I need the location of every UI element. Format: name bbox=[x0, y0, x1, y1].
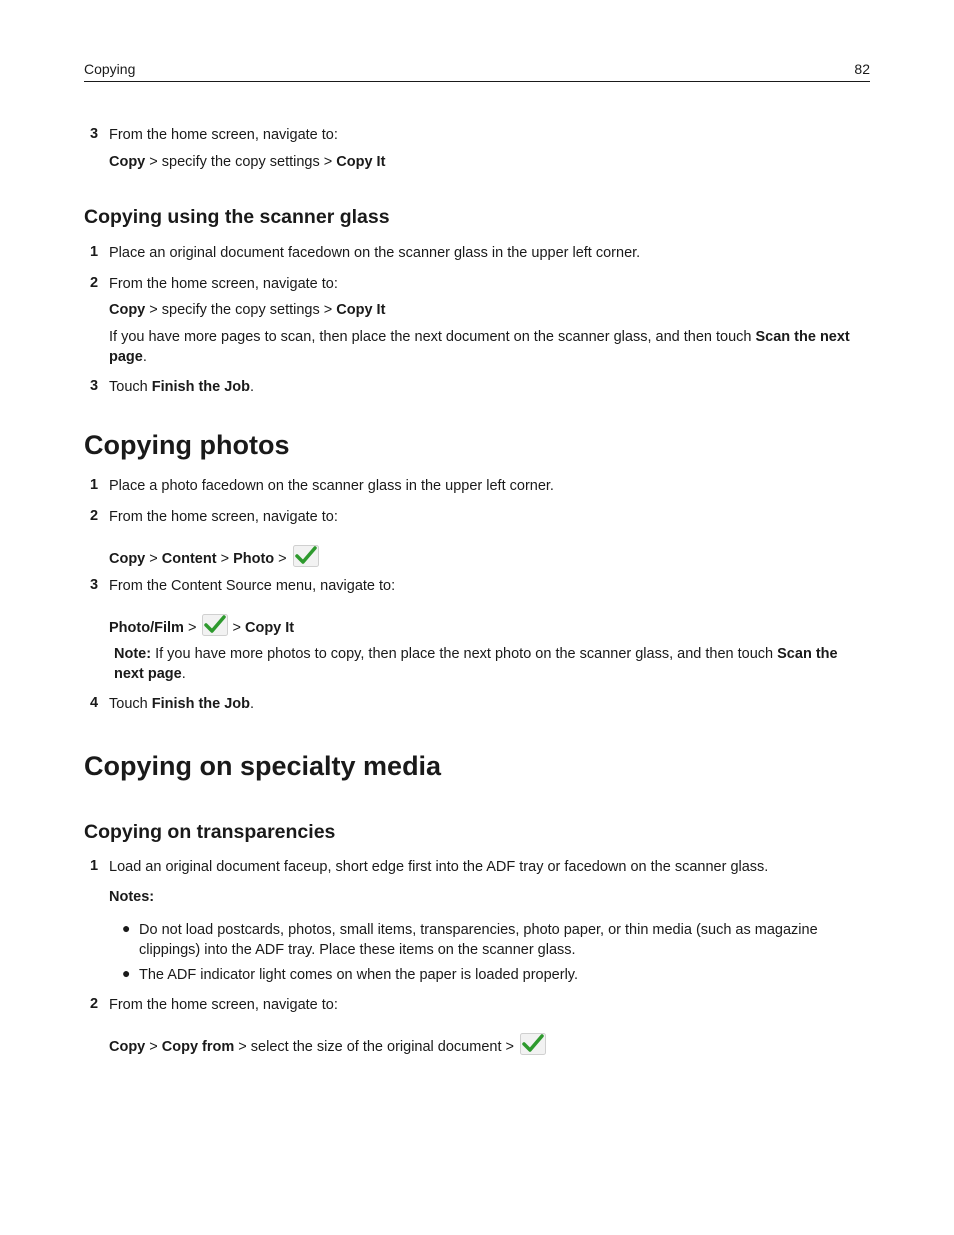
step-number: 1 bbox=[90, 244, 99, 260]
step-text-part: Touch bbox=[109, 379, 152, 395]
note-label: Note: bbox=[114, 646, 152, 662]
step-number: 2 bbox=[90, 996, 99, 1012]
path-item: Copy It bbox=[244, 620, 295, 636]
path-item: Photo bbox=[233, 551, 275, 567]
step-text-emphasis: Finish the Job bbox=[151, 696, 251, 712]
step-number: 3 bbox=[90, 378, 99, 394]
step-number: 3 bbox=[90, 126, 99, 142]
path-separator: > bbox=[183, 620, 201, 636]
running-header bbox=[84, 61, 870, 82]
note bbox=[114, 645, 870, 684]
step-number: 4 bbox=[90, 695, 99, 711]
step-text: From the home screen, navigate to: bbox=[109, 127, 338, 143]
path-item: Copy bbox=[109, 1039, 146, 1055]
paragraph-text: . bbox=[142, 348, 147, 365]
notes-label-text: Notes: bbox=[109, 889, 155, 905]
step-text: From the home screen, navigate to: bbox=[109, 997, 338, 1013]
step-number: 2 bbox=[90, 508, 99, 524]
notes-label bbox=[109, 888, 154, 908]
section-heading: Copying using the scanner glass bbox=[84, 206, 390, 228]
step-text: Place a photo facedown on the scanner glass in the upper left corner. bbox=[109, 478, 554, 494]
step-text: Place an original document facedown on the scanner glass in the upper left corner. bbox=[109, 245, 641, 261]
paragraph-text: If you have more pages to scan, then place the next document on the scanner glass, and then touch bbox=[109, 329, 756, 345]
step-text-part: . bbox=[250, 696, 255, 712]
path-item: Copy It bbox=[336, 302, 386, 318]
note-text: If you have more photos to copy, then place the next photo on the scanner glass, and then touch bbox=[151, 646, 778, 662]
path-separator: > specify the copy settings > bbox=[145, 302, 337, 318]
bullet-icon: ● bbox=[122, 920, 131, 936]
checkmark-icon bbox=[520, 1033, 546, 1055]
step-number: 1 bbox=[90, 858, 99, 874]
path-item: Copy bbox=[109, 154, 146, 170]
step-text: Load an original document faceup, short edge first into the ADF tray or facedown on the scanner glass. bbox=[109, 859, 769, 875]
path-separator: > bbox=[228, 620, 245, 636]
step-number: 3 bbox=[90, 577, 99, 593]
navigation-path bbox=[109, 301, 385, 321]
header-section-title: Copying bbox=[84, 61, 136, 77]
section-title: Copying photos bbox=[84, 430, 290, 460]
header-page-number: 82 bbox=[854, 61, 870, 77]
path-item: Copy bbox=[109, 551, 146, 567]
step-text-part: . bbox=[250, 379, 255, 395]
path-separator: > select the size of the original document > bbox=[234, 1039, 519, 1055]
navigation-path bbox=[109, 153, 385, 173]
step-number: 1 bbox=[90, 477, 99, 493]
path-item: Copy It bbox=[336, 154, 386, 170]
note-item: Do not load postcards, photos, small items, transparencies, photo paper, or thin media (such as magazine clippings) into the ADF tray. Place these items on the scanner glass. bbox=[139, 922, 818, 958]
section-title: Copying on specialty media bbox=[84, 751, 442, 781]
path-item: Content bbox=[161, 551, 217, 567]
navigation-path bbox=[109, 1033, 546, 1058]
note-item: The ADF indicator light comes on when the paper is loaded properly. bbox=[139, 967, 579, 983]
path-separator: > bbox=[274, 551, 291, 567]
navigation-path bbox=[109, 545, 319, 570]
path-item: Copy from bbox=[161, 1039, 235, 1055]
path-separator: > bbox=[145, 551, 162, 567]
step-text: From the Content Source menu, navigate to: bbox=[109, 578, 396, 594]
step-number: 2 bbox=[90, 275, 99, 291]
note-emphasis: Scan the next page bbox=[114, 646, 838, 682]
step-text bbox=[109, 695, 254, 715]
path-separator: > bbox=[145, 1039, 162, 1055]
bullet-icon: ● bbox=[122, 965, 131, 981]
note-text: . bbox=[181, 665, 186, 682]
checkmark-icon bbox=[202, 614, 228, 636]
path-separator: > bbox=[216, 551, 234, 567]
section-heading: Copying on transparencies bbox=[84, 821, 336, 843]
step-text bbox=[109, 378, 254, 398]
paragraph-emphasis: Scan the next page bbox=[109, 329, 850, 365]
step-text: From the home screen, navigate to: bbox=[109, 509, 338, 525]
path-item: Copy bbox=[109, 302, 146, 318]
checkmark-icon bbox=[293, 545, 319, 567]
navigation-path bbox=[109, 614, 294, 639]
step-paragraph bbox=[109, 328, 871, 367]
path-item: Photo/Film bbox=[109, 620, 184, 636]
step-text-part: Touch bbox=[109, 696, 152, 712]
step-text-emphasis: Finish the Job bbox=[151, 379, 251, 395]
step-text: From the home screen, navigate to: bbox=[109, 276, 338, 292]
path-separator: > specify the copy settings > bbox=[145, 154, 337, 170]
